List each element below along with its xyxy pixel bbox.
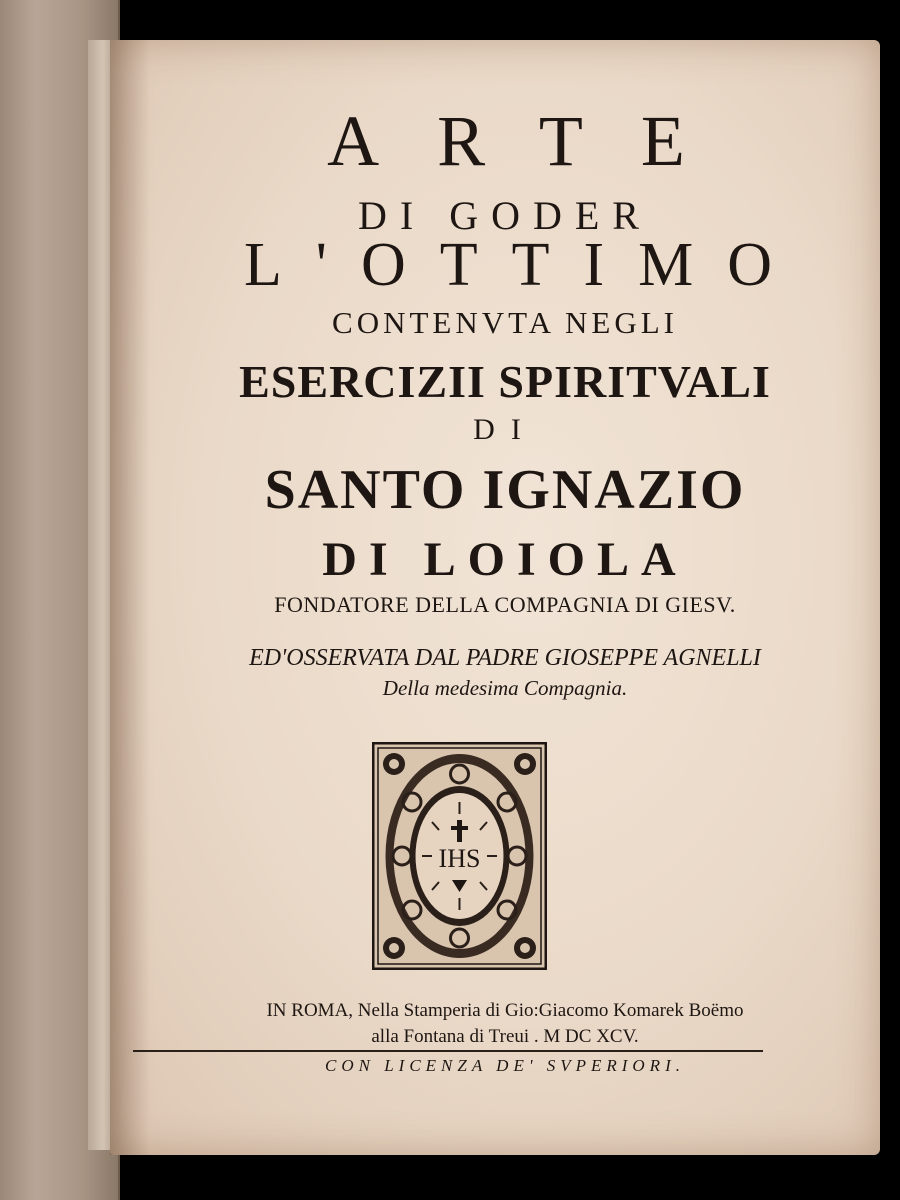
title-di-goder: DI GODER <box>358 193 652 238</box>
subtitle-fondatore: FONDATORE DELLA COMPAGNIA DI GIESV. <box>274 592 736 617</box>
imprint-line-1: IN ROMA, Nella Stamperia di Gio:Giacomo Komarek Boëmo <box>266 1000 744 1021</box>
imprint-rule <box>133 1050 763 1052</box>
title-di-loiola: DI LOIOLA <box>322 533 688 586</box>
title-di: DI <box>473 413 537 446</box>
imprint-line-2: alla Fontana di Treui . M DC XCV. <box>371 1026 639 1047</box>
title-contenuta-negli: CONTENVTA NEGLI <box>332 305 678 340</box>
ihs-monogram: IHS <box>438 844 481 873</box>
author-affiliation: Della medesima Compagnia. <box>382 676 628 700</box>
title-arte: ARTE <box>327 101 743 181</box>
license-line: CON LICENZA DE' SVPERIORI. <box>325 1056 685 1075</box>
title-santo-ignazio: SANTO IGNAZIO <box>264 459 746 521</box>
ihs-woodcut-emblem <box>372 742 547 970</box>
title-ottimo: L'OTTIMO <box>243 231 807 299</box>
title-esercizii-spiritvali: ESERCIZII SPIRITVALI <box>239 356 771 407</box>
author-line: ED'OSSERVATA DAL PADRE GIOSEPPE AGNELLI <box>249 645 761 671</box>
